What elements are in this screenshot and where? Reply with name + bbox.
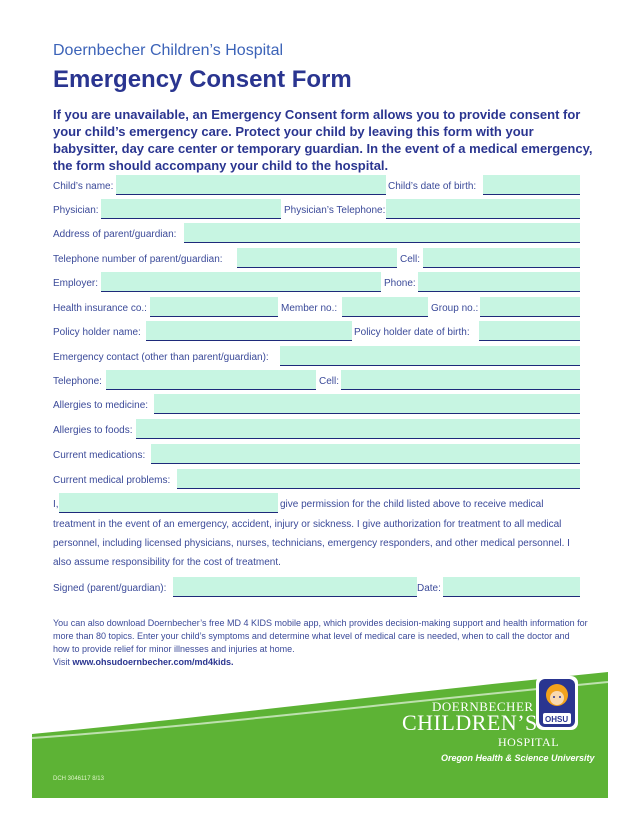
row-address [53, 223, 583, 243]
row-parent-phone [53, 248, 583, 268]
university-name: Oregon Health & Science University [441, 753, 595, 763]
allergies-medicine-input[interactable] [154, 394, 580, 414]
row-child [53, 175, 583, 195]
app-info-text: You can also download Doernbecher’s free MD 4 KIDS mobile app, which provides decision-making support and health information for more than 80 topics. Enter your child’s symptoms and determine what level of medical care is needed, when to call the doctor and how to provide relief for minor illnesses and injuries at home. [53, 618, 588, 654]
telephone-input[interactable] [106, 370, 316, 390]
row-insurance [53, 297, 583, 317]
child-dob-input[interactable] [483, 175, 580, 195]
row-emergency-contact [53, 346, 583, 366]
app-info [53, 617, 588, 669]
parent-cell-input[interactable] [423, 248, 580, 268]
row-employer [53, 272, 583, 292]
physician-input[interactable] [101, 199, 281, 219]
document-code: DCH 3046117 8/13 [53, 776, 104, 782]
physician-phone-label: Physician’s Telephone: [284, 205, 386, 216]
employer-label: Employer: [53, 278, 99, 289]
row-current-problems [53, 469, 583, 489]
address-label: Address of parent/guardian: [53, 229, 177, 240]
employer-input[interactable] [101, 272, 381, 292]
child-name-label: Child’s name: [53, 181, 114, 192]
logo-doernbecher: DOERNBECHER [432, 699, 534, 714]
contact-cell-label: Cell: [319, 376, 340, 387]
logo-childrens: CHILDREN’S [402, 710, 538, 735]
group-input[interactable] [480, 297, 580, 317]
logo-hospital: HOSPITAL [498, 735, 560, 749]
visit-label: Visit [53, 657, 73, 667]
telephone-label: Telephone: [53, 376, 102, 387]
row-physician [53, 199, 583, 219]
ohsu-badge-text: OHSU [545, 715, 569, 724]
consent-name-input[interactable] [59, 493, 278, 513]
holder-dob-label: Policy holder date of birth: [354, 327, 470, 338]
signature-input[interactable] [173, 577, 417, 597]
app-info-visit [53, 656, 588, 669]
member-label: Member no.: [281, 303, 338, 314]
parent-phone-label: Telephone number of parent/guardian: [53, 254, 223, 265]
row-policy-holder [53, 321, 583, 341]
parent-cell-label: Cell: [400, 254, 421, 265]
consent-body: treatment in the event of an emergency, accident, injury or sickness. I give authorization for treatment to all medical personnel, including licensed physicians, nurses, technicians, emergency responders, and other medical personnel. I also assume responsibility for the cost of treatment. [53, 519, 570, 568]
allergies-medicine-label: Allergies to medicine: [53, 400, 149, 411]
emergency-contact-input[interactable] [280, 346, 580, 366]
current-medications-input[interactable] [151, 444, 580, 464]
row-telephone [53, 370, 583, 390]
parent-phone-input[interactable] [237, 248, 397, 268]
contact-cell-input[interactable] [341, 370, 580, 390]
row-consent [53, 493, 583, 513]
date-label: Date: [417, 583, 441, 594]
current-medications-label: Current medications: [53, 450, 146, 461]
row-current-medications [53, 444, 583, 464]
physician-label: Physician: [53, 205, 99, 216]
allergies-foods-label: Allergies to foods: [53, 425, 133, 436]
insurance-input[interactable] [150, 297, 278, 317]
address-input[interactable] [184, 223, 580, 243]
signed-label: Signed (parent/guardian): [53, 583, 167, 594]
current-problems-input[interactable] [177, 469, 580, 489]
insurance-label: Health insurance co.: [53, 303, 147, 314]
child-dob-label: Child’s date of birth: [388, 181, 477, 192]
employer-phone-input[interactable] [418, 272, 580, 292]
physician-phone-input[interactable] [386, 199, 580, 219]
holder-name-label: Policy holder name: [53, 327, 141, 338]
row-allergies-medicine [53, 394, 583, 414]
row-signature [53, 577, 583, 597]
member-input[interactable] [342, 297, 428, 317]
intro-text: If you are unavailable, an Emergency Consent form allows you to provide consent for your child’s emergency care. Protect your child by leaving this form with your babysitter, day care center or temporary guardian. In the event of a medical emergency, the form should accompany your child to the hospital. [53, 107, 593, 173]
child-name-input[interactable] [116, 175, 386, 195]
current-problems-label: Current medical problems: [53, 475, 171, 486]
group-label: Group no.: [431, 303, 479, 314]
date-input[interactable] [443, 577, 580, 597]
employer-phone-label: Phone: [384, 278, 416, 289]
consent-permission-text: give permission for the child listed above to receive medical [280, 499, 544, 510]
emergency-contact-label: Emergency contact (other than parent/guardian): [53, 352, 269, 363]
page-title: Emergency Consent Form [53, 66, 352, 93]
holder-dob-input[interactable] [479, 321, 580, 341]
hospital-name: Doernbecher Children’s Hospital [53, 42, 284, 59]
app-url-link[interactable]: www.ohsudoernbecher.com/md4kids. [72, 657, 234, 667]
allergies-foods-input[interactable] [136, 419, 580, 439]
consent-i-label: I, [53, 499, 59, 510]
holder-name-input[interactable] [146, 321, 352, 341]
row-allergies-foods [53, 419, 583, 439]
